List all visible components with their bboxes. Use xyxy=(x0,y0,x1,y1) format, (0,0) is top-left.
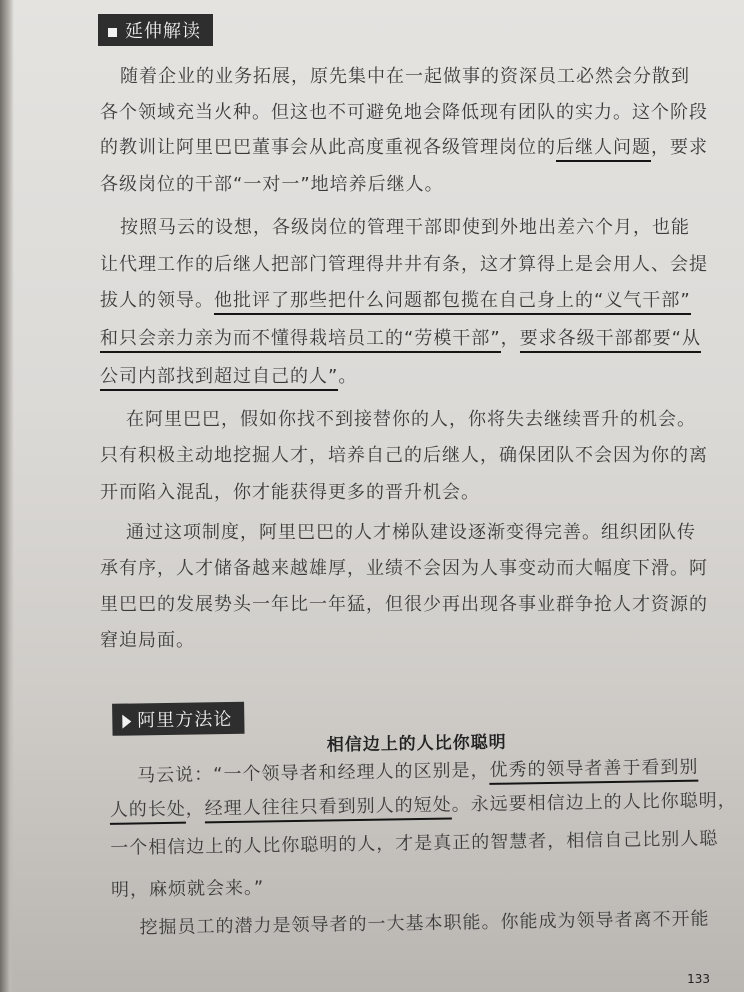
text-segment: 开而陷入混乱，你才能获得更多的晋升机会。 xyxy=(100,482,480,503)
text-line xyxy=(100,250,708,276)
text-segment: ，要求 xyxy=(651,137,708,158)
text-segment: 马云说：“一个领导者和经理人的区别是， xyxy=(137,759,490,787)
underlined-text: 公司内部找到超过自己的人” xyxy=(100,366,338,391)
play-triangle-icon xyxy=(122,715,131,729)
underlined-text: 和只会亲力亲为而不懂得栽培员工的“劳模干部” xyxy=(100,328,501,353)
text-segment: 让代理工作的后继人把部门管理得井井有条，这才算得上是会用人、会提 xyxy=(100,254,708,275)
text-segment: 承有序，人才储备越来越雄厚，业绩不会因为人事变动而大幅度下滑。阿 xyxy=(100,558,708,579)
book-spine-shadow xyxy=(0,0,14,992)
text-segment: 挖掘员工的潜力是领导者的一大基本职能。你能成为领导者离不开能 xyxy=(139,908,710,939)
text-line xyxy=(100,170,444,196)
text-line xyxy=(120,62,690,88)
text-segment: 窘迫局面。 xyxy=(100,630,195,651)
text-line xyxy=(139,904,709,939)
section-tag-label: 阿里方法论 xyxy=(137,708,233,732)
text-line xyxy=(111,873,265,901)
text-line xyxy=(110,824,718,860)
text-line xyxy=(126,405,696,431)
text-segment: 的教训让阿里巴巴董事会从此高度重视各级管理岗位的 xyxy=(100,137,556,158)
text-segment: 各个领域充当火种。但这也不可避免地会降低现有团队的实力。这个阶段 xyxy=(100,102,708,123)
underlined-text: 后继人问题 xyxy=(556,137,651,162)
text-segment: 只有积极主动地挖掘人才，培养自己的后继人，确保团队不会因为你的离 xyxy=(100,445,708,466)
square-bullet-icon xyxy=(108,28,117,37)
text-line xyxy=(100,133,708,159)
section-tag-extended-reading xyxy=(98,14,213,46)
text-line xyxy=(137,753,699,788)
text-segment: 。永远要相信边上的人比你聪明， xyxy=(451,790,737,816)
text-segment: 里巴巴的发展势头一年比一年猛，但很少再出现各事业群争抢人才资源的 xyxy=(100,594,708,615)
text-line xyxy=(120,213,690,239)
text-line xyxy=(126,518,696,544)
underlined-text: 人的长处 xyxy=(110,799,186,825)
article-title: 相信边上的人比你聪明 xyxy=(326,732,507,756)
text-line xyxy=(100,98,708,124)
text-segment: 明，麻烦就会来。” xyxy=(110,877,265,901)
underlined-text: 要求各级干部都要“从 xyxy=(520,328,701,353)
section-tag-ali-methodology xyxy=(112,702,244,736)
text-segment: 拔人的领导。 xyxy=(100,290,214,311)
text-segment: 随着企业的业务拓展，原先集中在一起做事的资深员工必然会分散到 xyxy=(120,66,690,87)
text-line xyxy=(100,590,708,616)
text-line xyxy=(100,478,480,504)
text-line xyxy=(100,554,708,580)
text-segment: 一个相信边上的人比你聪明的人，才是真正的智慧者，相信自己比别人聪 xyxy=(110,828,719,859)
text-line xyxy=(100,362,357,388)
text-segment: ， xyxy=(185,798,205,820)
underlined-text: 他批评了那些把什么问题都包揽在自己身上的“义气干部” xyxy=(214,290,691,315)
text-segment: 按照马云的设想，各级岗位的管理干部即使到外地出差六个月，也能 xyxy=(120,217,690,238)
text-segment: 。 xyxy=(338,366,358,387)
section-tag-label: 延伸解读 xyxy=(125,21,201,42)
text-segment: 在阿里巴巴，假如你找不到接替你的人，你将失去继续晋升的机会。 xyxy=(126,409,696,430)
text-line xyxy=(100,286,691,312)
underlined-text: 经理人往往只看到别人的短处 xyxy=(205,794,452,823)
page-number: 133 xyxy=(687,972,710,986)
text-segment: 通过这项制度，阿里巴巴的人才梯队建设逐渐变得完善。组织团队传 xyxy=(126,522,696,543)
underlined-text: 优秀的领导者善于看到别 xyxy=(489,757,698,785)
text-segment: ， xyxy=(500,328,520,349)
text-segment: 各级岗位的干部“一对一”地培养后继人。 xyxy=(100,174,444,195)
text-line xyxy=(100,324,701,350)
text-line xyxy=(100,626,195,652)
text-line xyxy=(110,786,737,822)
text-line xyxy=(100,441,708,467)
